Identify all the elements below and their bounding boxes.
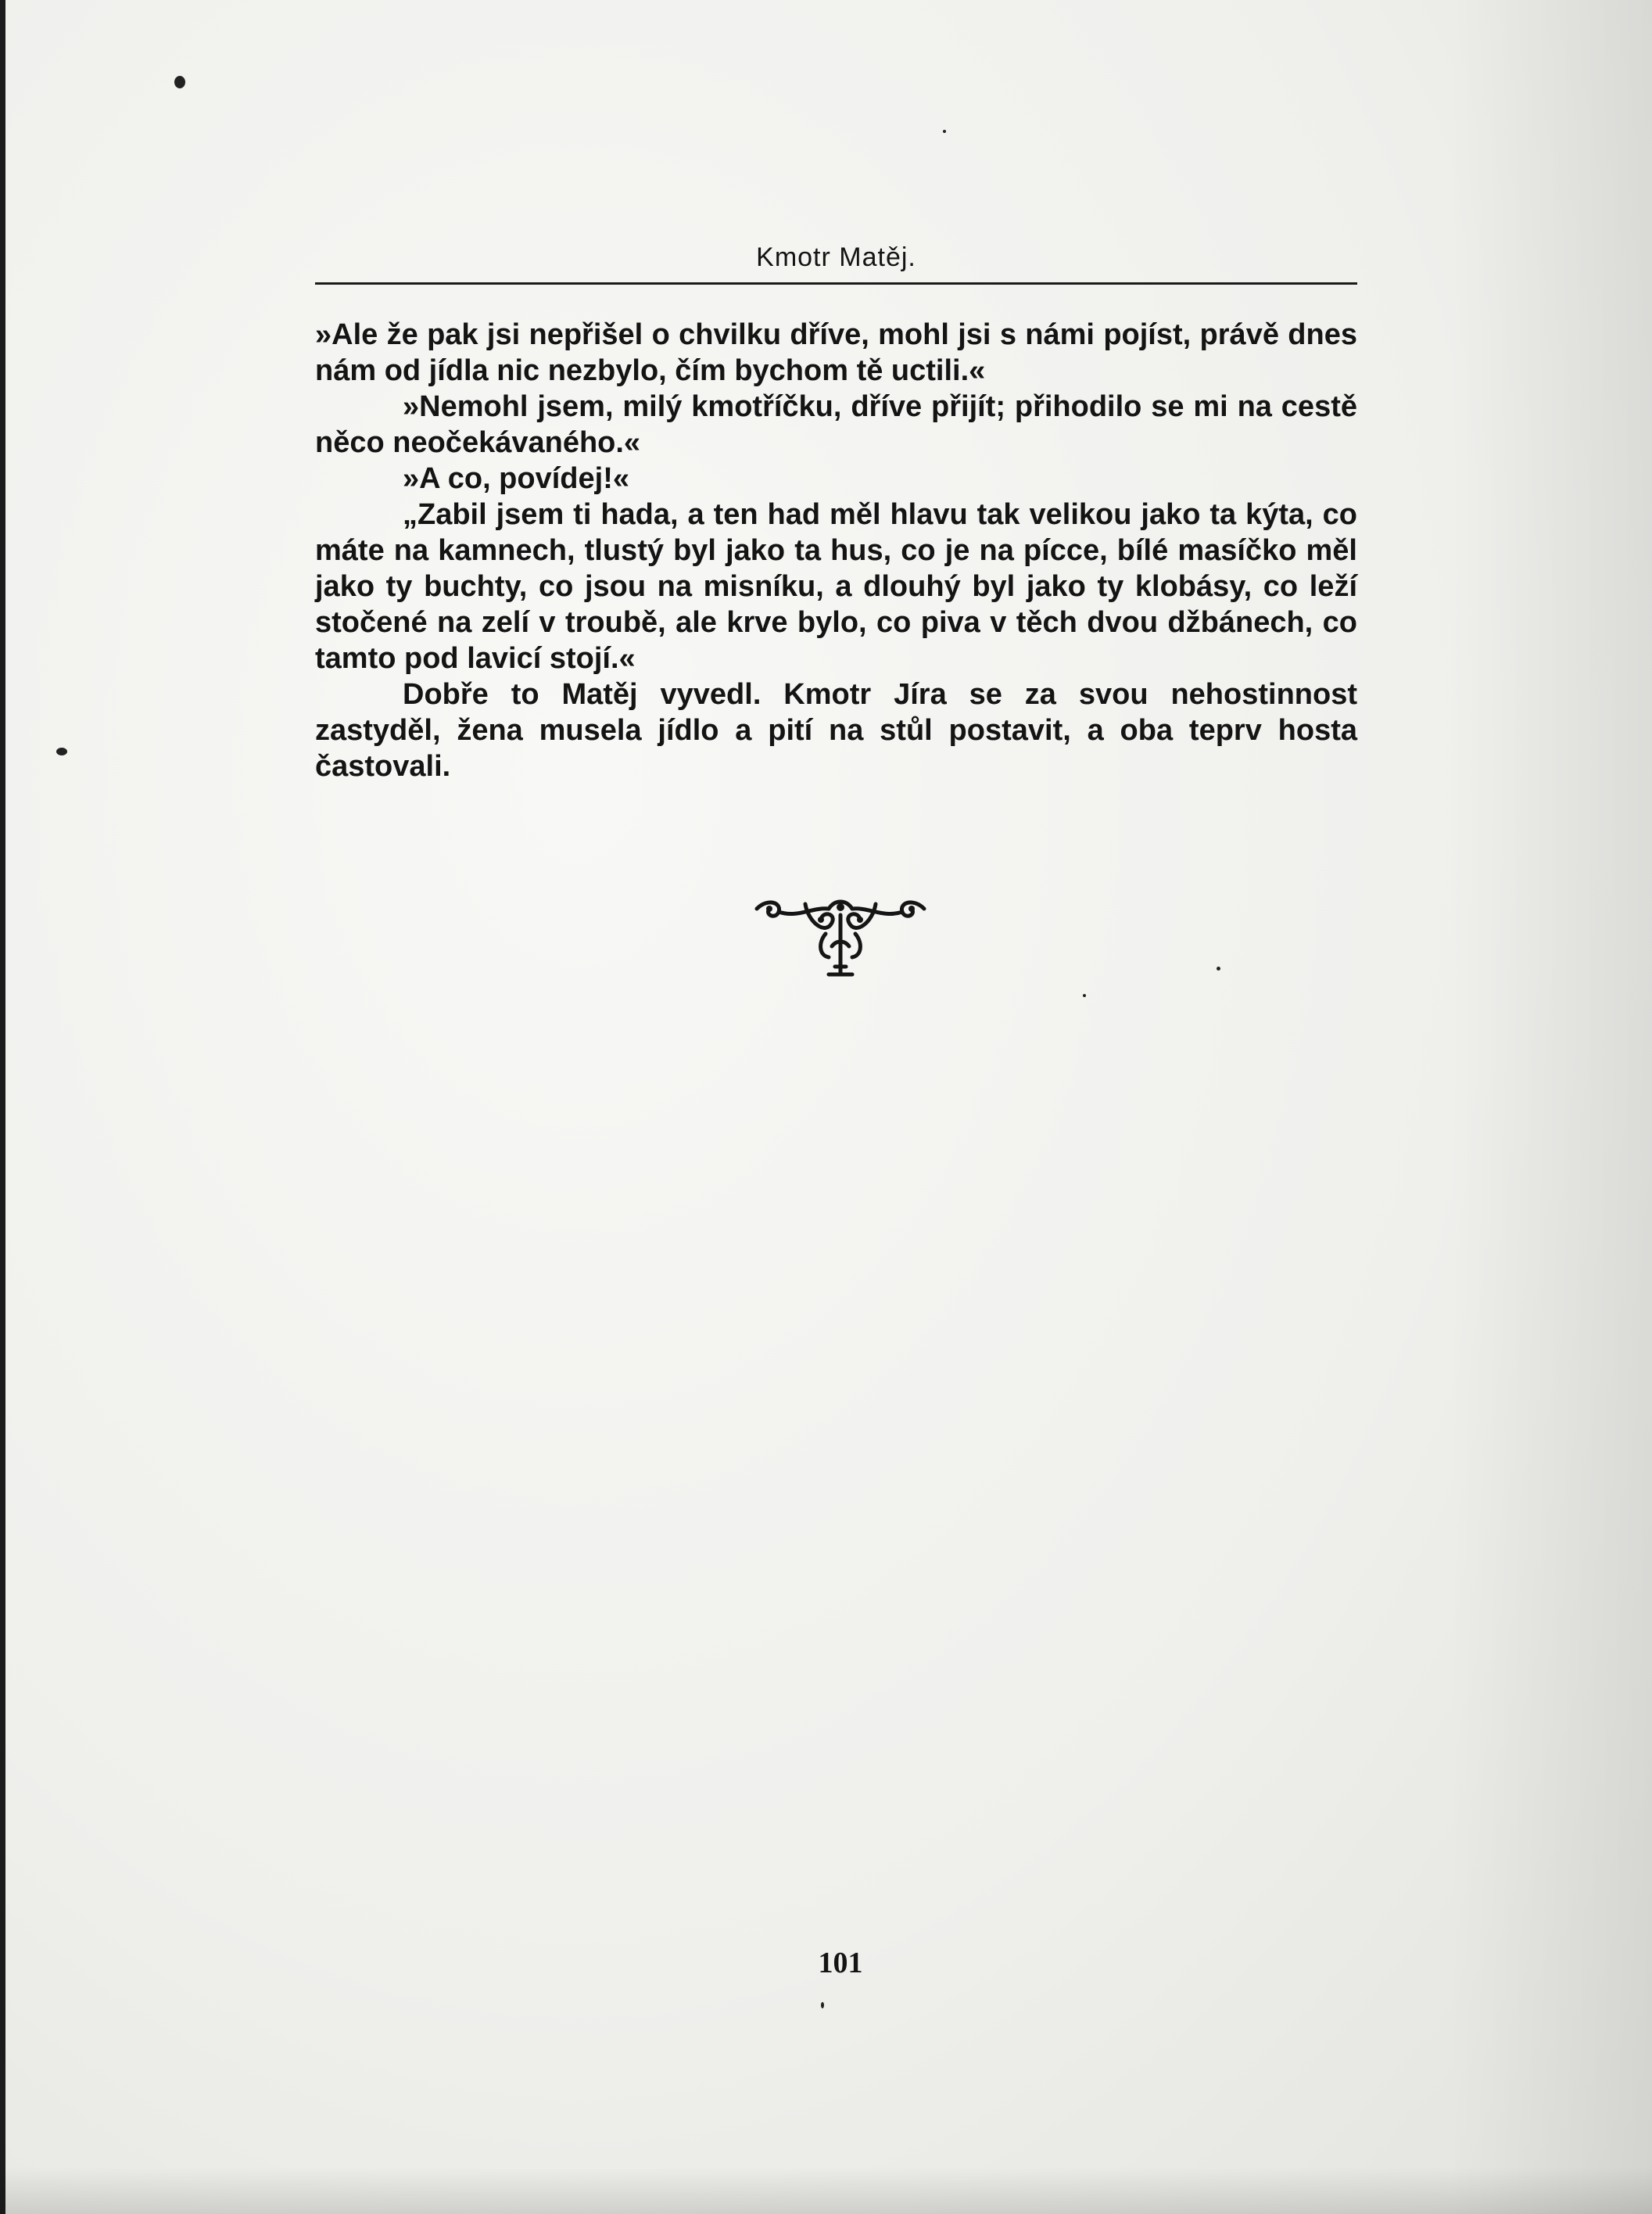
paragraph: „Zabil jsem ti hada, a ten had měl hlavu tak velikou jako ta kýta, co máte na kamnech, tlustý byl jako ta hus, co je na pícce, bílé masíčko měl jako ty buchty, co jsou na misníku, a dlouhý byl jako ty klobásy, co leží stočené na zelí v troubě, ale krve bylo, co piva v těch dvou džbánech, co tamto pod lavicí stojí.« [315,498,1357,675]
paragraph: Dobře to Matěj vyvedl. Kmotr Jíra se za svou nehostinnost zastyděl, žena musela jídlo a pití na stůl postavit, a oba teprv hosta častovali. [315,678,1357,783]
paragraph: »Ale že pak jsi nepřišel o chvilku dříve, mohl jsi s námi pojíst, právě dnes nám od jídla nic nezbylo, čím bychom tě uctili.« [315,318,1357,387]
scan-bottom-edge [0,2167,1652,2214]
flourish-ornament-icon [751,892,930,985]
running-head: Kmotr Matěj. [756,242,916,272]
page-number: 101 [818,1947,863,1979]
header-rule [315,282,1357,285]
scan-speck [56,748,67,755]
body-text [315,317,1357,784]
scan-speck [821,2002,824,2008]
scan-speck [943,130,946,133]
scan-speck [1217,967,1220,971]
scan-speck [174,76,185,88]
scan-right-shade [1449,0,1652,2214]
paragraph: »Nemohl jsem, milý kmotříčku, dříve přijít; přihodilo se mi na cestě něco neočekávaného.« [315,390,1357,459]
paragraph: »A co, povídej!« [403,462,629,495]
scan-speck [1083,994,1086,997]
scan-left-edge [0,0,5,2214]
